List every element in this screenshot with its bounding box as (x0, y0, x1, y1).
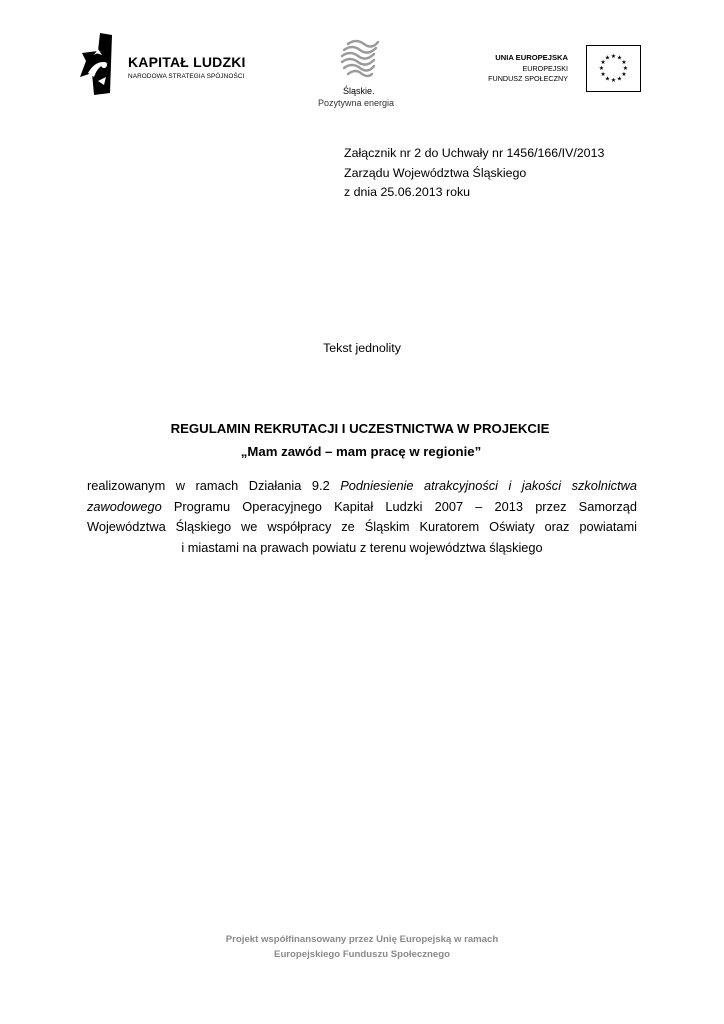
svg-text:★: ★ (621, 71, 627, 78)
svg-text:★: ★ (610, 77, 617, 84)
intro-line-3: Województwa Śląskiego we współpracy ze Śląskim Kuratorem Oświaty oraz powiatami (87, 519, 637, 534)
svg-text:★: ★ (616, 75, 623, 83)
intro-line-1 (87, 476, 637, 497)
eu-line2: EUROPEJSKI (522, 63, 568, 73)
intro-line-2 (87, 497, 637, 518)
intro-l1-italic: Podniesienie atrakcyjności i jakości szkolnictwa (340, 478, 637, 493)
kapital-ludzki-emblem-icon (80, 33, 124, 95)
svg-text:★: ★ (604, 75, 611, 83)
kapital-ludzki-subtitle: NARODOWA STRATEGIA SPÓJNOŚCI (128, 73, 245, 80)
annex-line1: Załącznik nr 2 do Uchwały nr 1456/166/IV/2013 (344, 146, 605, 160)
eu-line3: FUNDUSZ SPOŁECZNY (488, 74, 568, 83)
intro-paragraph (87, 476, 637, 558)
intro-l1-pre: realizowanym w ramach Działania 9.2 (87, 478, 341, 493)
footer-line1: Projekt współfinansowany przez Unię Europejską w ramach (225, 934, 499, 945)
svg-text:★: ★ (621, 59, 627, 66)
slaskie-logo (316, 36, 416, 112)
svg-text:★: ★ (622, 65, 629, 72)
tekst-jednolity: Tekst jednolity (323, 341, 401, 355)
svg-text:★: ★ (600, 71, 606, 78)
project-name: „Mam zawód – mam pracę w regionie” (240, 444, 482, 459)
footer-cofinancing (0, 932, 724, 962)
intro-line-4: i miastami na prawach powiatu z terenu województwa śląskiego (181, 539, 543, 555)
svg-text:★: ★ (610, 53, 617, 60)
svg-text:★: ★ (604, 54, 611, 62)
eu-flag (586, 45, 641, 92)
footer-line2: Europejskiego Funduszu Społecznego (274, 949, 450, 960)
eu-stars-icon (587, 46, 640, 91)
svg-text:★: ★ (600, 59, 606, 66)
annex-line3: z dnia 25.06.2013 roku (344, 185, 471, 199)
eu-line1: UNIA EUROPEJSKA (495, 53, 568, 62)
kapital-ludzki-logo (80, 33, 280, 95)
slaskie-wave-icon (338, 36, 384, 82)
eu-text (488, 53, 568, 85)
annex-line2: Zarządu Województwa Śląskiego (344, 165, 527, 180)
eu-logo (470, 45, 642, 93)
slaskie-name: Śląskie. (343, 86, 375, 96)
document-title: REGULAMIN REKRUTACJI I UCZESTNICTWA W PROJEKCIE (170, 421, 550, 436)
slaskie-tagline: Pozytywna energia (318, 98, 395, 108)
annex-reference (344, 144, 604, 203)
svg-text:★: ★ (616, 54, 623, 62)
intro-l2-post: Programu Operacyjnego Kapitał Ludzki 2007 – 2013 przez Samorząd (161, 498, 637, 514)
kapital-ludzki-title: KAPITAŁ LUDZKI (128, 54, 246, 70)
svg-text:★: ★ (598, 65, 605, 72)
intro-l2-italic: zawodowego (87, 498, 162, 514)
